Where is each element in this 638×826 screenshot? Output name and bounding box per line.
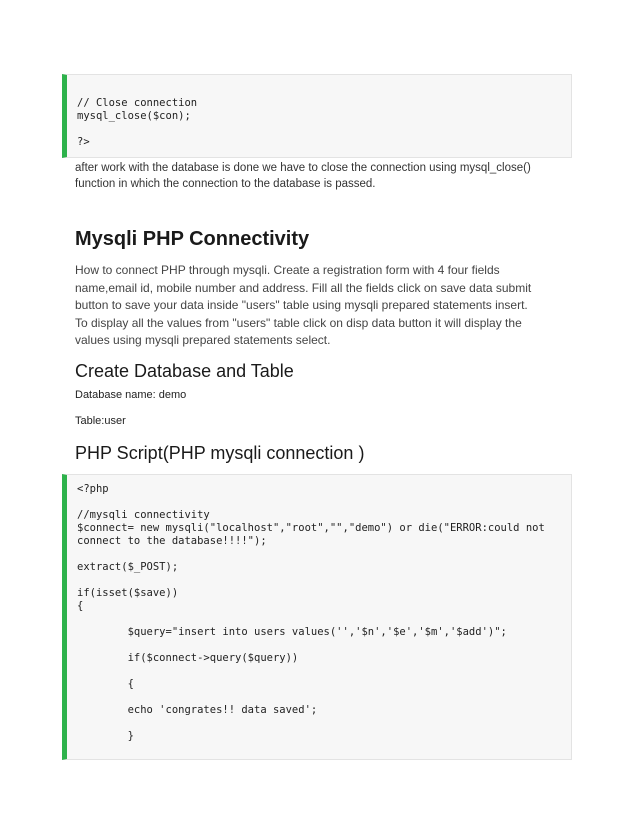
code-line: } — [77, 730, 134, 742]
code-blank-line — [77, 496, 571, 509]
code-line: <?php — [77, 483, 109, 495]
code-blank-line — [77, 639, 571, 652]
intro-line: name,email id, mobile number and address. Fill all the fields click on save data submit — [75, 280, 532, 295]
heading-mysqli-connectivity: Mysqli PHP Connectivity — [75, 228, 310, 250]
code-line: $query="insert into users values('','$n','$e','$m','$add')"; — [77, 626, 507, 638]
code-line: connect to the database!!!!"); — [77, 535, 267, 547]
code-line: //mysqli connectivity — [77, 509, 210, 521]
code-blank-line — [77, 548, 571, 561]
intro-paragraph — [75, 262, 553, 350]
code-line: $connect= new mysqli("localhost","root","","demo") or die("ERROR:could not — [77, 522, 545, 534]
code-line: if($connect->query($query)) — [77, 652, 299, 664]
code-line: { — [77, 600, 84, 612]
intro-line: values using mysqli prepared statements select. — [75, 333, 331, 347]
close-note-line: function in which the connection to the database is passed. — [75, 178, 376, 190]
code-blank-line — [77, 691, 571, 704]
code-line: { — [77, 678, 134, 690]
close-note-paragraph — [75, 160, 555, 192]
code-line: ?> — [77, 136, 90, 148]
code-blank-line — [77, 613, 571, 626]
code-block-close-connection — [62, 74, 572, 158]
database-name: Database name: demo — [75, 389, 187, 401]
heading-create-database: Create Database and Table — [75, 361, 294, 381]
code-blank-line — [77, 574, 571, 587]
code-line: echo 'congrates!! data saved'; — [77, 704, 318, 716]
code-line: mysql_close($con); — [77, 110, 191, 122]
table-name: Table:user — [75, 415, 126, 427]
code-blank-line — [77, 717, 571, 730]
code-line: // Close connection — [77, 97, 198, 109]
code-blank-line — [77, 665, 571, 678]
heading-php-script: PHP Script(PHP mysqli connection ) — [75, 443, 365, 463]
code-blank-line — [77, 123, 571, 136]
code-line: extract($_POST); — [77, 561, 179, 573]
intro-line: How to connect PHP through mysqli. Create a registration form with 4 four fields — [75, 263, 500, 277]
intro-line: button to save your data inside "users" table using mysqli prepared statements insert. — [75, 298, 528, 312]
code-block-php-script — [62, 474, 572, 760]
close-note-line: after work with the database is done we have to close the connection using mysql_close() — [75, 162, 531, 174]
code-line: if(isset($save)) — [77, 587, 179, 599]
intro-line: To display all the values from "users" table click on disp data button it will display the — [75, 315, 522, 330]
